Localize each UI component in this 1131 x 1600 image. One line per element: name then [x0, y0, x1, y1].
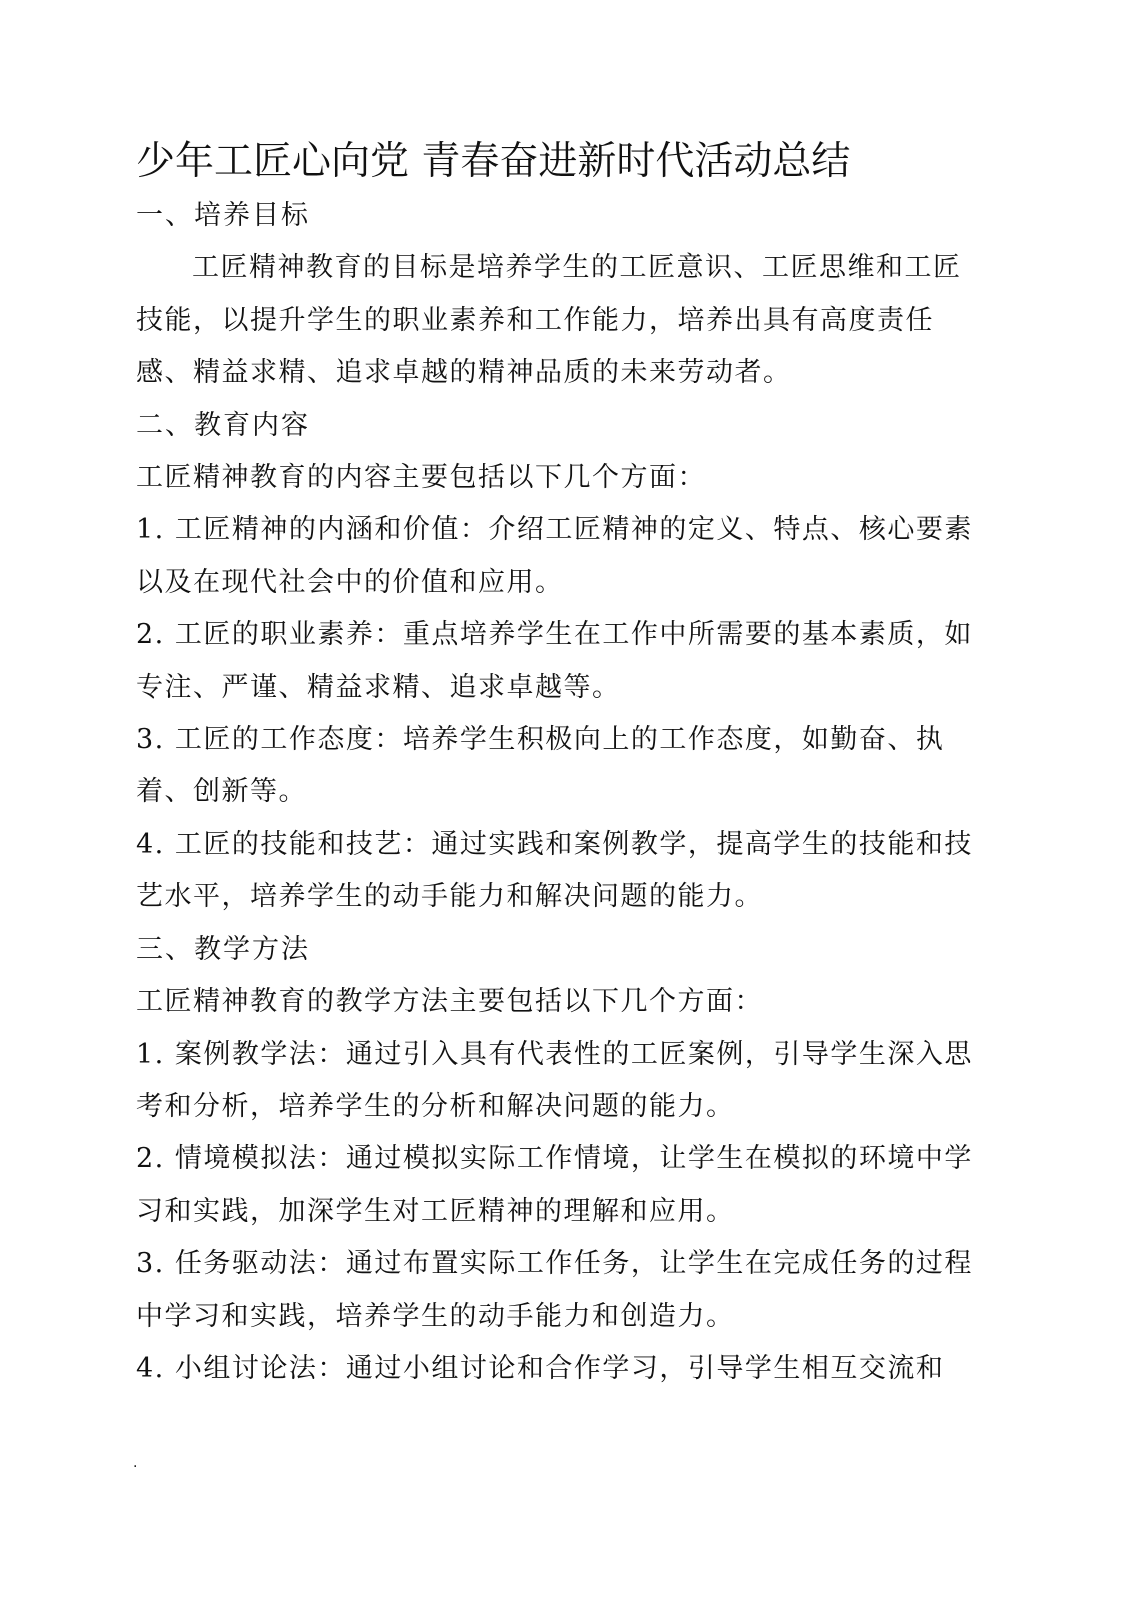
- section-intro-content: 工匠精神教育的内容主要包括以下几个方面：: [136, 462, 706, 494]
- list-item: 2. 工匠的职业素养：重点培养学生在工作中所需要的基本素质，如专注、严谨、精益求精、追求卓越等。: [136, 619, 973, 703]
- footer-mark: .: [133, 1455, 138, 1471]
- section-heading-methods: 三、教学方法: [136, 933, 310, 965]
- section-intro-methods: 工匠精神教育的教学方法主要包括以下几个方面：: [136, 986, 763, 1018]
- document-title: 少年工匠心向党 青春奋进新时代活动总结: [136, 139, 851, 184]
- list-item: 4. 小组讨论法：通过小组讨论和合作学习，引导学生相互交流和: [136, 1352, 945, 1384]
- document-page: [136, 134, 982, 1395]
- list-item: 1. 案例教学法：通过引入具有代表性的工匠案例，引导学生深入思考和分析，培养学生的分析和解决问题的能力。: [136, 1038, 973, 1122]
- list-item: 3. 任务驱动法：通过布置实际工作任务，让学生在完成任务的过程中学习和实践，培养学生的动手能力和创造力。: [136, 1248, 973, 1332]
- paragraph-goals: 工匠精神教育的目标是培养学生的工匠意识、工匠思维和工匠技能，以提升学生的职业素养和工作能力，培养出具有高度责任感、精益求精、追求卓越的精神品质的未来劳动者。: [136, 252, 962, 389]
- list-item: 4. 工匠的技能和技艺：通过实践和案例教学，提高学生的技能和技艺水平，培养学生的动手能力和解决问题的能力。: [136, 828, 973, 913]
- list-item: 3. 工匠的工作态度：培养学生积极向上的工作态度，如勤奋、执着、创新等。: [136, 724, 945, 808]
- section-heading-content: 二、教育内容: [136, 409, 310, 441]
- list-item: 2. 情境模拟法：通过模拟实际工作情境，让学生在模拟的环境中学习和实践，加深学生对工匠精神的理解和应用。: [136, 1143, 973, 1227]
- list-item: 1. 工匠精神的内涵和价值：介绍工匠精神的定义、特点、核心要素以及在现代社会中的价值和应用。: [136, 514, 973, 598]
- section-heading-goals: 一、培养目标: [136, 200, 310, 231]
